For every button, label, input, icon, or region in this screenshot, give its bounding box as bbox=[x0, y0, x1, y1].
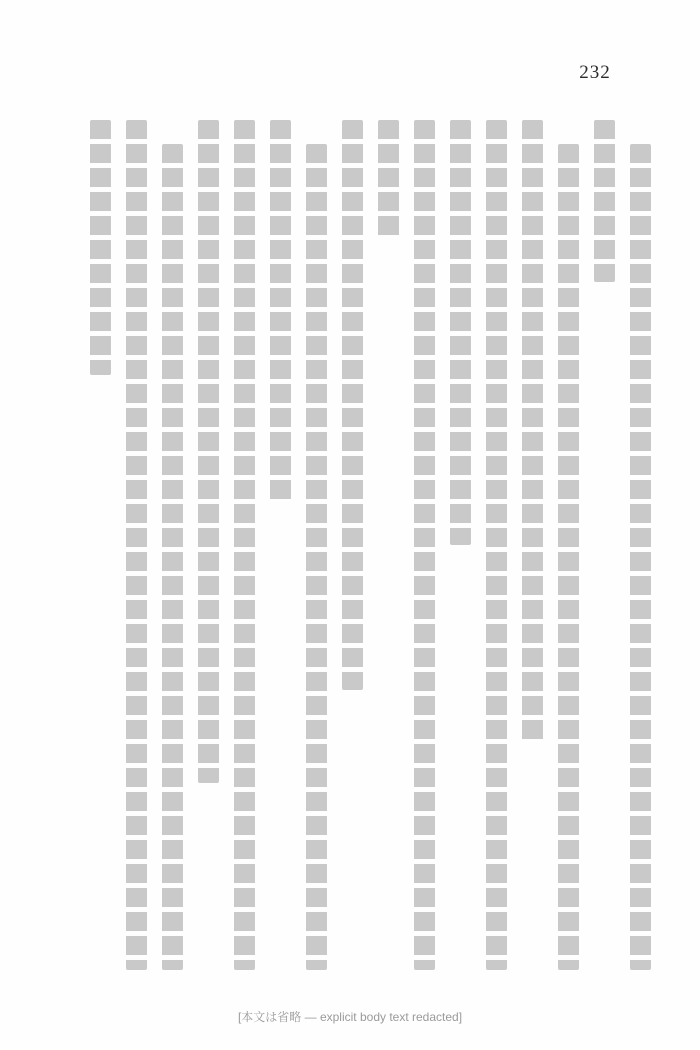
redacted-text-column bbox=[305, 120, 328, 970]
redacted-text-run bbox=[486, 120, 507, 970]
redacted-text-column bbox=[341, 120, 364, 970]
redacted-text-run bbox=[594, 120, 615, 282]
redacted-text-run bbox=[522, 120, 543, 741]
redacted-text-column bbox=[89, 120, 112, 970]
redacted-text-column bbox=[161, 120, 184, 970]
redacted-text-column bbox=[197, 120, 220, 970]
redacted-text-run bbox=[306, 144, 327, 970]
redacted-text-column bbox=[485, 120, 508, 970]
redaction-note: [本文は省略 — explicit body text redacted] bbox=[237, 1010, 463, 1024]
redacted-text-run bbox=[558, 144, 579, 970]
page-number: 232 bbox=[579, 62, 611, 83]
redacted-text-run bbox=[630, 144, 651, 970]
redacted-text-run bbox=[198, 120, 219, 783]
redacted-text-run bbox=[90, 120, 111, 375]
redacted-text-run bbox=[270, 120, 291, 503]
redacted-text-column bbox=[377, 120, 400, 970]
redacted-text-column bbox=[593, 120, 616, 970]
redacted-text-column bbox=[629, 120, 652, 970]
redacted-text-column bbox=[269, 120, 292, 970]
redacted-text-run bbox=[378, 120, 399, 239]
redacted-text-run bbox=[342, 120, 363, 690]
redacted-text-run bbox=[450, 120, 471, 545]
redacted-text-column bbox=[521, 120, 544, 970]
text-columns bbox=[89, 120, 652, 970]
redacted-text-column bbox=[557, 120, 580, 970]
redacted-text-run bbox=[126, 120, 147, 970]
redacted-text-column bbox=[125, 120, 148, 970]
redacted-text-column bbox=[449, 120, 472, 970]
redacted-text-run bbox=[162, 144, 183, 970]
redacted-text-column bbox=[233, 120, 256, 970]
redacted-text-column bbox=[413, 120, 436, 970]
redacted-text-run bbox=[234, 120, 255, 970]
redacted-text-run bbox=[414, 120, 435, 970]
